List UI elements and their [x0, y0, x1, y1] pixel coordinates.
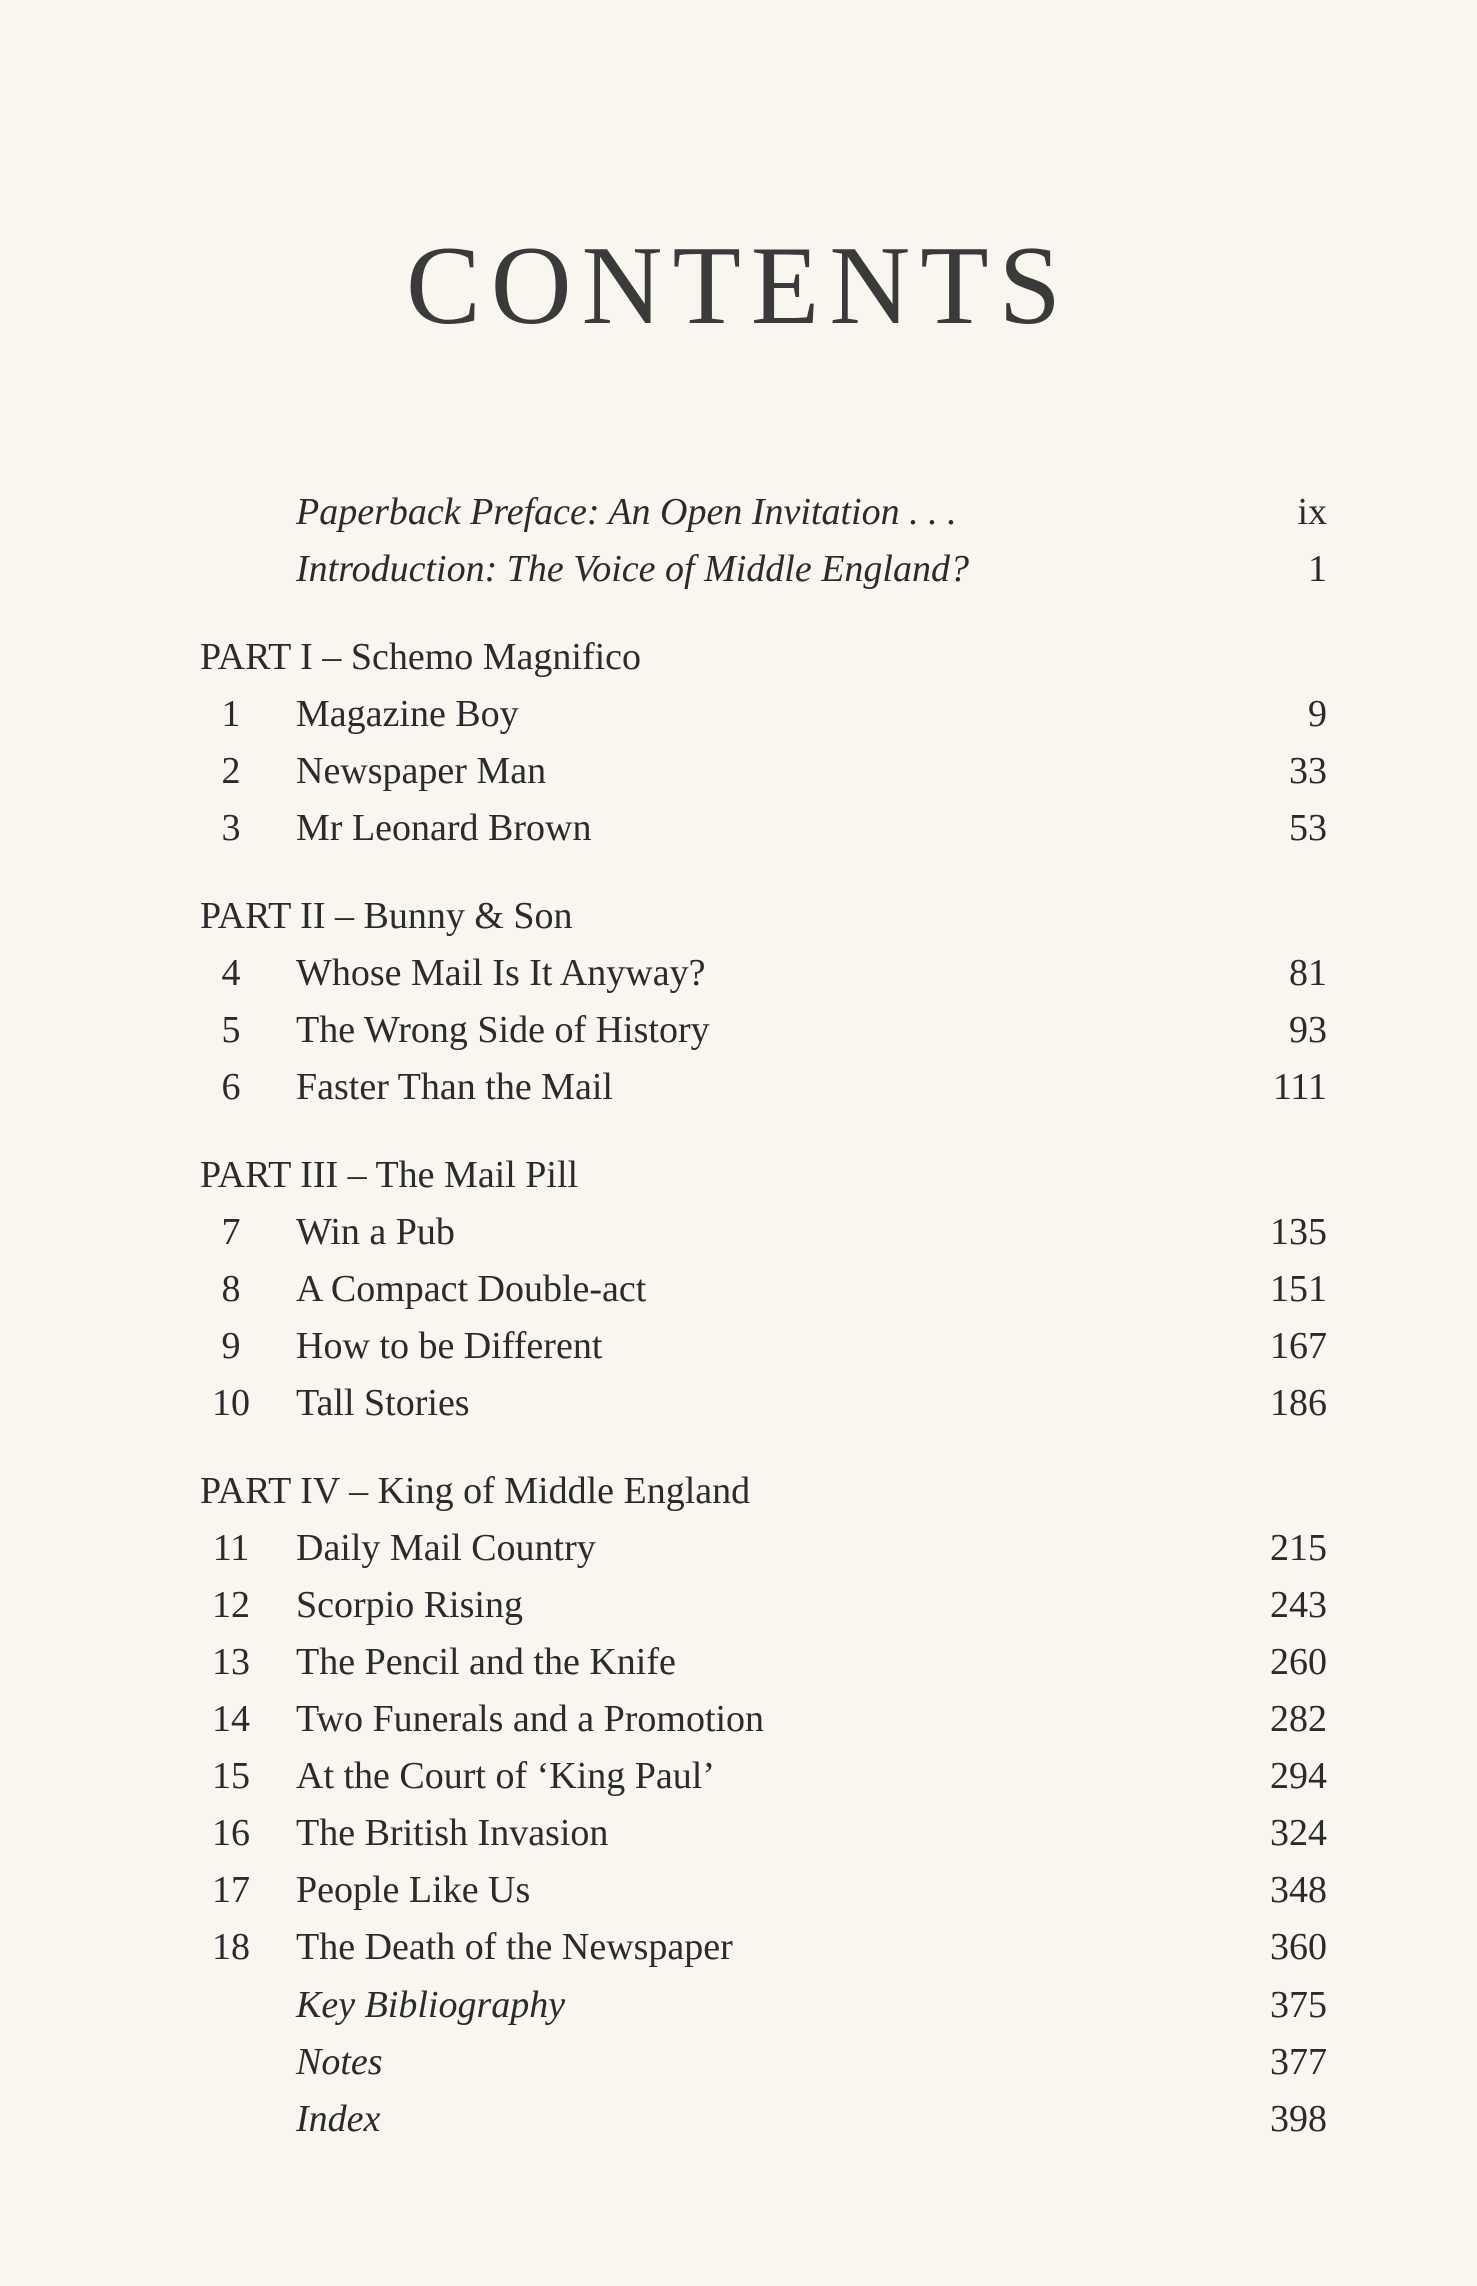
chapter-title: Two Funerals and a Promotion: [296, 1698, 765, 1740]
toc-back-entry: [0, 2033, 1477, 2091]
chapter-title: Tall Stories: [296, 1382, 470, 1424]
chapter-title: Faster Than the Mail: [296, 1066, 613, 1108]
toc-entry-label: Paperback Preface: An Open Invitation . . .: [296, 491, 957, 533]
toc-chapter-row: [0, 944, 1477, 1002]
part-heading-label: PART IV – King of Middle England: [200, 1470, 751, 1512]
chapter-number: 6: [221, 1066, 241, 1108]
toc-chapter-row: [0, 1633, 1477, 1691]
chapter-page: 167: [1270, 1325, 1327, 1367]
toc-chapter-row: [0, 1576, 1477, 1634]
toc-chapter-row: [0, 742, 1477, 800]
chapter-page: 186: [1270, 1382, 1327, 1424]
chapter-number: 10: [212, 1382, 250, 1424]
chapter-title: How to be Different: [296, 1325, 603, 1367]
chapter-page: 282: [1270, 1698, 1327, 1740]
chapter-number: 2: [221, 750, 241, 792]
chapter-title: Scorpio Rising: [296, 1584, 523, 1626]
toc-entry-label: Key Bibliography: [296, 1984, 566, 2026]
chapter-page: 215: [1270, 1527, 1327, 1569]
toc-chapter-row: [0, 1203, 1477, 1261]
chapter-title: Win a Pub: [296, 1211, 455, 1253]
toc-chapter-row: [0, 1747, 1477, 1805]
chapter-page: 260: [1270, 1641, 1327, 1683]
chapter-page: 111: [1272, 1066, 1327, 1108]
toc-chapter-row: [0, 1058, 1477, 1116]
chapter-title: Mr Leonard Brown: [296, 807, 592, 849]
toc-chapter-row: [0, 685, 1477, 743]
chapter-page: 81: [1289, 952, 1327, 994]
chapter-title: Magazine Boy: [296, 693, 519, 735]
chapter-number: 3: [221, 807, 241, 849]
toc-chapter-row: [0, 1317, 1477, 1375]
part-heading: [0, 628, 1477, 686]
toc-chapter-row: [0, 1861, 1477, 1919]
chapter-title: Whose Mail Is It Anyway?: [296, 952, 706, 994]
toc-chapter-row: [0, 1519, 1477, 1577]
chapter-title: The Death of the Newspaper: [296, 1926, 733, 1968]
part-heading: [0, 1462, 1477, 1520]
chapter-page: 243: [1270, 1584, 1327, 1626]
toc-chapter-row: [0, 1374, 1477, 1432]
toc-entry-page: 398: [1270, 2098, 1327, 2140]
part-heading-label: PART II – Bunny & Son: [200, 895, 573, 937]
chapter-number: 15: [212, 1755, 250, 1797]
toc-entry-label: Introduction: The Voice of Middle England?: [296, 548, 969, 590]
part-heading: [0, 887, 1477, 945]
chapter-number: 13: [212, 1641, 250, 1683]
chapter-title: Daily Mail Country: [296, 1527, 596, 1569]
toc-chapter-row: [0, 1804, 1477, 1862]
part-heading: [0, 1146, 1477, 1204]
toc-entry-page: 377: [1270, 2041, 1327, 2083]
toc-back-entry: [0, 1976, 1477, 2034]
chapter-number: 14: [212, 1698, 250, 1740]
chapter-number: 16: [212, 1812, 250, 1854]
toc-chapter-row: [0, 1690, 1477, 1748]
toc-chapter-row: [0, 1001, 1477, 1059]
toc-entry-label: Notes: [296, 2041, 383, 2083]
toc-entry-page: 375: [1270, 1984, 1327, 2026]
chapter-page: 360: [1270, 1926, 1327, 1968]
chapter-title: The Pencil and the Knife: [296, 1641, 676, 1683]
chapter-number: 17: [212, 1869, 250, 1911]
chapter-number: 5: [221, 1009, 241, 1051]
chapter-number: 9: [221, 1325, 241, 1367]
page-title: CONTENTS: [406, 224, 1071, 348]
chapter-title: People Like Us: [296, 1869, 531, 1911]
toc-chapter-row: [0, 799, 1477, 857]
chapter-page: 135: [1270, 1211, 1327, 1253]
chapter-number: 11: [212, 1527, 250, 1569]
toc-front-entry: [0, 483, 1477, 541]
chapter-number: 18: [212, 1926, 250, 1968]
toc-entry-label: Index: [296, 2098, 381, 2140]
chapter-title: Newspaper Man: [296, 750, 547, 792]
toc-entry-page: 1: [1308, 548, 1327, 590]
chapter-title: The British Invasion: [296, 1812, 609, 1854]
chapter-page: 93: [1289, 1009, 1327, 1051]
toc-entry-page: ix: [1297, 491, 1327, 533]
chapter-page: 9: [1308, 693, 1327, 735]
toc-chapter-row: [0, 1918, 1477, 1976]
chapter-number: 4: [221, 952, 241, 994]
chapter-page: 33: [1289, 750, 1327, 792]
toc-back-entry: [0, 2090, 1477, 2148]
chapter-number: 12: [212, 1584, 250, 1626]
chapter-page: 348: [1270, 1869, 1327, 1911]
chapter-page: 324: [1270, 1812, 1327, 1854]
chapter-title: At the Court of ‘King Paul’: [296, 1755, 716, 1797]
part-heading-label: PART I – Schemo Magnifico: [200, 636, 642, 678]
chapter-page: 151: [1270, 1268, 1327, 1310]
part-heading-label: PART III – The Mail Pill: [200, 1154, 579, 1196]
toc-front-entry: [0, 540, 1477, 598]
chapter-number: 7: [221, 1211, 241, 1253]
chapter-page: 294: [1270, 1755, 1327, 1797]
chapter-title: A Compact Double-act: [296, 1268, 647, 1310]
chapter-number: 8: [221, 1268, 241, 1310]
chapter-number: 1: [221, 693, 241, 735]
chapter-page: 53: [1289, 807, 1327, 849]
toc-chapter-row: [0, 1260, 1477, 1318]
chapter-title: The Wrong Side of History: [296, 1009, 710, 1051]
